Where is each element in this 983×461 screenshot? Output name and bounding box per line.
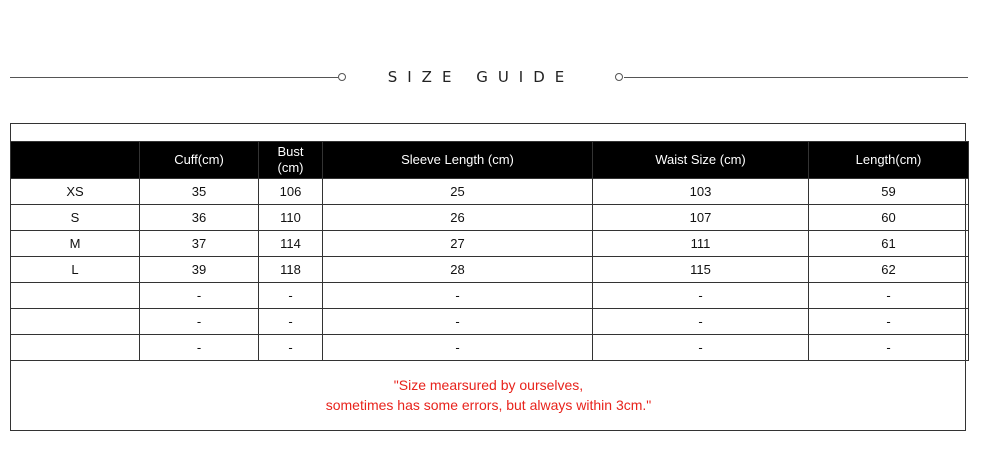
divider-line-right [624, 77, 968, 78]
column-header: Sleeve Length (cm) [323, 142, 593, 179]
size-label-cell [11, 309, 140, 335]
size-table [10, 141, 969, 361]
table-row [11, 335, 969, 361]
note-line-2: sometimes has some errors, but always within 3cm." [325, 397, 652, 413]
column-header: Bust (cm) [259, 142, 323, 179]
table-cell: 110 [259, 205, 323, 231]
table-cell: 27 [323, 231, 593, 257]
table-cell: - [593, 309, 809, 335]
table-cell: - [323, 335, 593, 361]
circle-ornament-left [338, 73, 346, 81]
table-cell: - [140, 309, 259, 335]
table-row [11, 205, 969, 231]
table-cell: 39 [140, 257, 259, 283]
measurement-note [11, 360, 966, 430]
table-cell: - [593, 335, 809, 361]
table-cell: 37 [140, 231, 259, 257]
page-title: SIZE GUIDE [387, 68, 575, 86]
table-cell: - [259, 283, 323, 309]
table-cell: 107 [593, 205, 809, 231]
table-cell: - [323, 309, 593, 335]
table-cell: - [140, 335, 259, 361]
table-cell: 61 [809, 231, 969, 257]
size-label-cell: XS [11, 179, 140, 205]
column-header: Cuff(cm) [140, 142, 259, 179]
table-cell: 106 [259, 179, 323, 205]
table-header-row [11, 142, 969, 179]
table-row [11, 283, 969, 309]
table-cell: - [259, 335, 323, 361]
table-cell: 103 [593, 179, 809, 205]
size-label-cell: S [11, 205, 140, 231]
table-cell: 111 [593, 231, 809, 257]
table-cell: - [323, 283, 593, 309]
column-header: Length(cm) [809, 142, 969, 179]
size-label-cell: L [11, 257, 140, 283]
table-row [11, 257, 969, 283]
size-guide-heading [0, 62, 983, 92]
table-body [11, 179, 969, 361]
table-row [11, 309, 969, 335]
size-label-cell [11, 283, 140, 309]
column-header: Waist Size (cm) [593, 142, 809, 179]
table-cell: 118 [259, 257, 323, 283]
table-cell: - [593, 283, 809, 309]
table-cell: - [809, 335, 969, 361]
column-header [11, 142, 140, 179]
table-cell: 115 [593, 257, 809, 283]
table-cell: 35 [140, 179, 259, 205]
table-cell: 26 [323, 205, 593, 231]
table-row [11, 179, 969, 205]
table-cell: 114 [259, 231, 323, 257]
table-cell: 36 [140, 205, 259, 231]
table-cell: - [259, 309, 323, 335]
table-cell: 59 [809, 179, 969, 205]
table-cell: 28 [323, 257, 593, 283]
circle-ornament-right [615, 73, 623, 81]
table-cell: - [809, 309, 969, 335]
size-label-cell [11, 335, 140, 361]
table-cell: - [140, 283, 259, 309]
table-row [11, 231, 969, 257]
note-line-1: "Size mearsured by ourselves, [393, 377, 584, 393]
size-label-cell: M [11, 231, 140, 257]
table-cell: 60 [809, 205, 969, 231]
table-cell: 25 [323, 179, 593, 205]
table-cell: 62 [809, 257, 969, 283]
divider-line-left [10, 77, 338, 78]
table-cell: - [809, 283, 969, 309]
